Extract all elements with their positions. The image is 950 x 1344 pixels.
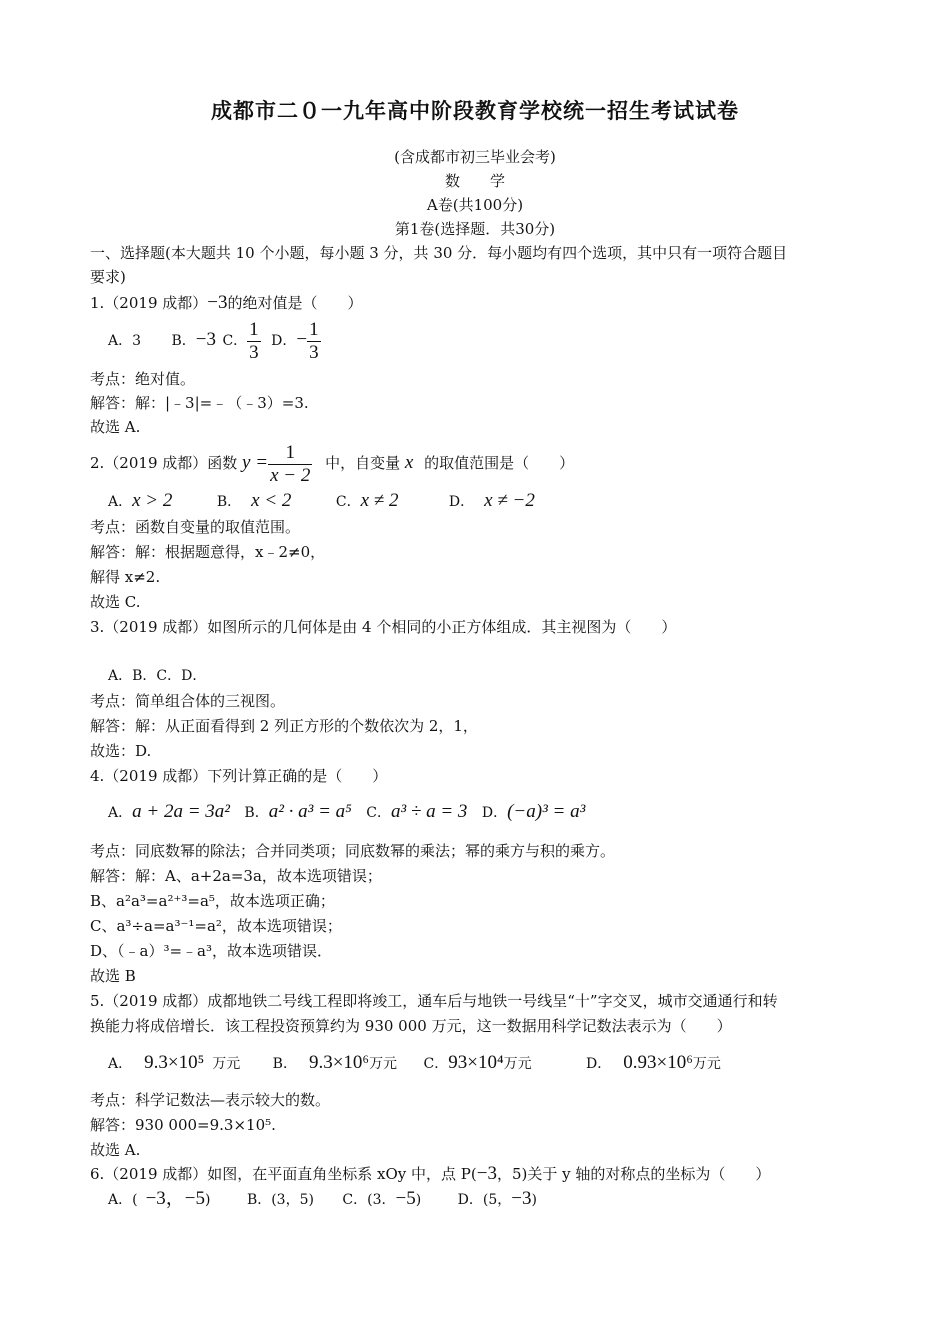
q5-option-c-expr: 93×10⁴ (448, 1052, 504, 1073)
q2-solution-result: 解得 x≠2. (90, 568, 161, 586)
q3-topic: 考点：简单组合体的三视图。 (90, 692, 286, 710)
q1-topic: 考点：绝对值。 (90, 370, 196, 388)
q4-solution-c: C、a³÷a=a³⁻¹=a²，故本选项错误； (90, 917, 342, 935)
q2-stem-suffix: 的取值范围是（ ） (424, 454, 575, 472)
q2-option-b-label: B． (216, 494, 242, 510)
q5-solution: 解答：930 000=9.3×10⁵. (90, 1116, 276, 1134)
q3-solution: 解答：解：从正面看得到 2 列正方形的个数依次为 2，1， (90, 717, 478, 735)
q3-options: A．B．C．D． (108, 668, 207, 684)
q5-option-c-unit: 万元 (503, 1056, 532, 1072)
q1-option-b-value: −3 (195, 329, 216, 350)
q2-option-a-label: A． (108, 494, 133, 510)
q2-options (90, 490, 535, 513)
q2-answer: 故选 C. (90, 593, 141, 611)
q3-answer: 故选：D. (90, 742, 152, 760)
q1-option-c-fraction (247, 319, 261, 364)
q1-answer: 故选 A. (90, 418, 141, 436)
q4-option-b-expr: a² · a³ = a⁵ (268, 801, 352, 822)
q5-option-d-expr: 0.93×10⁶ (623, 1052, 693, 1073)
q1-solution: 解答：解：|﹣3|=﹣（﹣3）=3. (90, 394, 309, 412)
q6-stem (90, 1163, 770, 1185)
q4-option-d-expr: (−a)³ = a³ (507, 801, 586, 822)
q5-answer: 故选 A. (90, 1141, 141, 1159)
q2-function-lhs: y = (242, 452, 269, 473)
q2-stem-prefix: 2.（2019 成都）函数 (90, 454, 238, 472)
q6-option-c-close: ) (415, 1192, 422, 1208)
q5-option-a-unit: 万元 (212, 1056, 241, 1072)
volume-a-heading: A卷(共100分) (426, 196, 524, 214)
q2-option-b-expr: x < 2 (251, 490, 292, 511)
q5-stem-line2: 换能力将成倍增长．该工程投资预算约为 930 000 万元，这一数据用科学记数法表示为（ ） (90, 1017, 732, 1035)
q6-option-d-close: ) (531, 1192, 537, 1208)
q1-option-c-label: C． (222, 333, 248, 349)
q2-option-d-expr: x ≠ −2 (484, 490, 535, 511)
q2-fraction-denominator: x − 2 (270, 464, 311, 486)
q6-option-d-label: D．(5， (457, 1192, 512, 1208)
q4-answer: 故选 B (90, 967, 136, 985)
q4-solution: 解答：解：A、a+2a=3a，故本选项错误； (90, 867, 382, 885)
q2-variable: x (404, 452, 414, 473)
q5-option-b-unit: 万元 (369, 1056, 398, 1072)
q1-option-d-label: D． (271, 333, 297, 349)
q6-stem-suffix: ，5)关于 y 轴的对称点的坐标为（ ） (496, 1165, 771, 1183)
q3-stem: 3.（2019 成都）如图所示的几何体是由 4 个相同的小正方体组成．其主视图为（ ） (90, 618, 677, 636)
q6-option-a-close: ) (205, 1192, 211, 1208)
volume-1-heading: 第1卷(选择题．共30分) (394, 220, 556, 238)
q6-option-a-expr: −3，−5 (145, 1188, 206, 1209)
q6-option-c-expr: −5 (395, 1188, 416, 1209)
exam-title: 成都市二０一九年高中阶段教育学校统一招生考试试卷 (211, 98, 739, 123)
q5-option-a-expr: 9.3×10⁵ (144, 1052, 205, 1073)
q1-option-d-numerator: 1 (309, 318, 319, 340)
q1-option-d-denominator: 3 (309, 341, 319, 363)
q6-stem-value: −3 (476, 1163, 497, 1184)
q6-options (90, 1188, 537, 1211)
q5-topic: 考点：科学记数法—表示较大的数。 (90, 1091, 331, 1109)
q2-option-c-expr: x ≠ 2 (360, 490, 399, 511)
q5-option-b-label: B． (272, 1056, 297, 1072)
q5-option-a-label: A． (108, 1056, 133, 1072)
q4-option-c-expr: a³ ÷ a = 3 (390, 801, 468, 822)
q2-solution: 解答：解：根据题意得，x﹣2≠0， (90, 543, 326, 561)
q1-option-c-denominator: 3 (249, 341, 259, 363)
q4-option-a-label: A． (108, 805, 133, 821)
q4-option-a-expr: a + 2a = 3a² (132, 801, 230, 822)
q2-topic: 考点：函数自变量的取值范围。 (90, 518, 301, 536)
q1-options (90, 318, 321, 362)
q5-option-d-unit: 万元 (692, 1056, 721, 1072)
q4-topic: 考点：同底数幂的除法；合并同类项；同底数幂的乘法；幂的乘方与积的乘方。 (90, 842, 616, 860)
q1-stem-suffix: 的绝对值是（ ） (227, 294, 363, 312)
q5-option-b-expr: 9.3×10⁶ (308, 1052, 370, 1073)
exam-note: (含成都市初三毕业会考) (394, 148, 556, 166)
q1-option-c-numerator: 1 (249, 318, 259, 340)
section-instructions-line1: 一、选择题(本大题共 10 个小题，每小题 3 分，共 30 分．每小题均有四个选项，其中只有一项符合题目 (90, 244, 788, 262)
q2-stem-middle: 中，自变量 (325, 454, 401, 472)
q6-option-d-expr: −3 (511, 1188, 532, 1209)
q1-value: −3 (207, 292, 228, 313)
q2-option-d-label: D． (448, 494, 475, 510)
q5-stem-line1: 5.（2019 成都）成都地铁二号线工程即将竣工，通车后与地铁一号线呈“十”字交叉，城市交通通行和转 (90, 992, 778, 1010)
subject-heading: 数 学 (444, 172, 505, 190)
q1-option-b-label: B． (171, 333, 196, 349)
q1-option-a: A．3 (108, 333, 142, 349)
q2-function-fraction (268, 442, 312, 487)
q2-stem (90, 440, 574, 486)
q1-stem (90, 292, 363, 314)
q5-options (90, 1052, 721, 1075)
q1-option-d-fraction (307, 319, 321, 364)
q6-option-b: B．(3，5) (246, 1192, 314, 1208)
q4-option-b-label: B． (244, 805, 269, 821)
q4-option-c-label: C． (366, 805, 391, 821)
q6-stem-prefix: 6.（2019 成都）如图，在平面直角坐标系 xOy 中，点 P( (90, 1165, 477, 1183)
q2-option-a-expr: x > 2 (132, 490, 173, 511)
q1-stem-prefix: 1.（2019 成都） (90, 294, 208, 312)
q1-option-d-sign: − (296, 329, 308, 350)
q4-solution-b: B、a²a³=a²⁺³=a⁵，故本选项正确； (90, 892, 335, 910)
q6-option-c-label: C．(3． (342, 1192, 396, 1208)
q4-solution-d: D、（﹣a）³=﹣a³，故本选项错误． (90, 942, 333, 960)
q2-fraction-numerator: 1 (268, 442, 312, 465)
q2-option-c-label: C． (335, 494, 361, 510)
q4-option-d-label: D． (481, 805, 508, 821)
q4-stem: 4.（2019 成都）下列计算正确的是（ ） (90, 767, 388, 785)
q4-options (90, 801, 585, 824)
section-instructions-line2: 要求) (90, 268, 126, 286)
q5-option-c-label: C． (423, 1056, 449, 1072)
q5-option-d-label: D． (586, 1056, 612, 1072)
q6-option-a-label: A．( (108, 1192, 138, 1208)
